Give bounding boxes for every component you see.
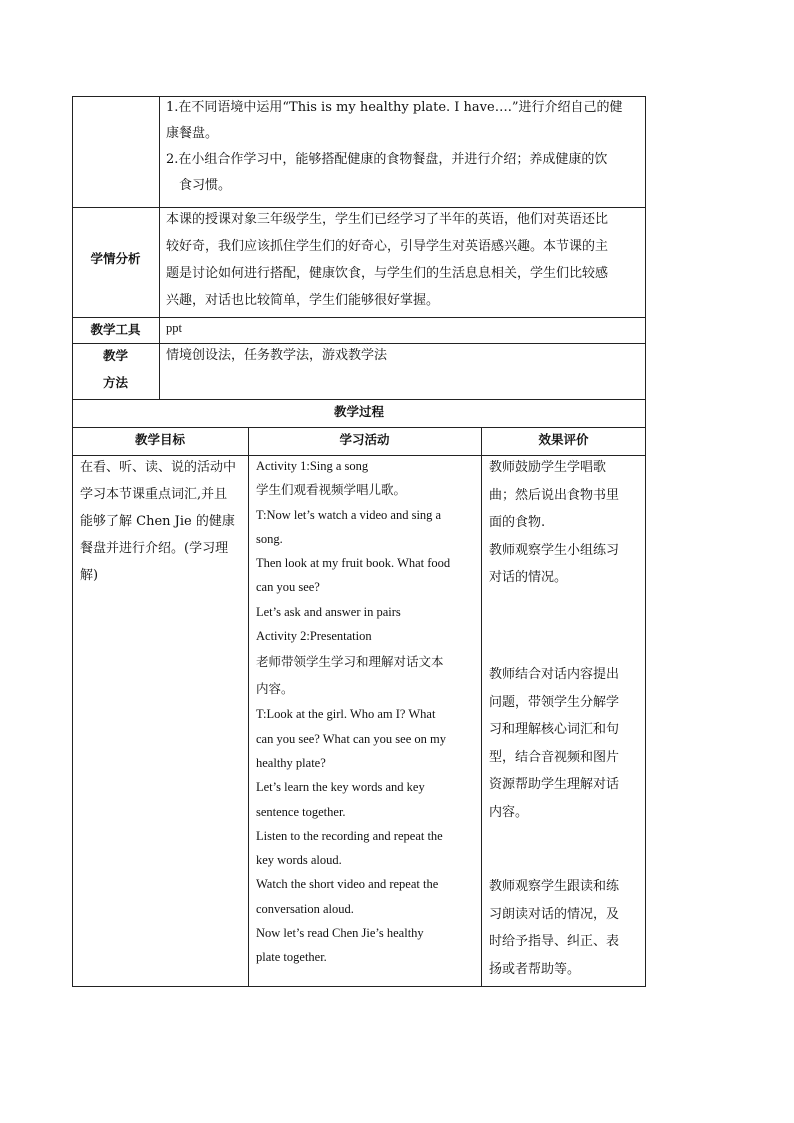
objectives-line: 2.在小组合作学习中，能够搭配健康的食物餐盘，并进行介绍；养成健康的饮 [166, 152, 608, 167]
activity-line: healthy plate? [256, 755, 326, 770]
evaluation-block-3 [489, 873, 643, 983]
evaluation-line: 型，结合音视频和图片 [489, 749, 620, 765]
methods-label-line1: 教学 [102, 348, 128, 363]
evaluation-line: 问题，带领学生分解学 [489, 694, 620, 710]
goal-line: 能够了解 Chen Jie 的健康 [80, 514, 235, 529]
evaluation-line: 教师观察学生小组练习 [489, 542, 620, 558]
activity-line: Watch the short video and repeat the [256, 877, 439, 892]
activity-line: song. [256, 531, 283, 546]
objectives-line: 1.在不同语境中运用“This is my healthy plate. I have….”进行介绍自己的健 [166, 100, 623, 115]
evaluation-block-1 [489, 454, 643, 592]
evaluation-line: 习和理解核心词汇和句 [489, 722, 620, 737]
column-header-activity: 学习活动 [339, 432, 390, 447]
activity-text [256, 454, 478, 970]
activity-line: can you see? [256, 580, 320, 595]
evaluation-line: 教师观察学生跟读和练 [489, 879, 620, 894]
learner-analysis-text [166, 206, 642, 314]
activity-line: T:Look at the girl. Who am I? What [256, 707, 436, 722]
activity-line: Let’s ask and answer in pairs [256, 604, 401, 619]
learner-analysis-line: 较好奇，我们应该抓住学生们的好奇心，引导学生对英语感兴趣。本节课的主 [166, 239, 609, 254]
objectives-text [166, 95, 642, 199]
evaluation-line: 扬或者帮助等。 [489, 961, 581, 977]
evaluation-line: 教师鼓励学生学唱歌 [489, 460, 607, 475]
learner-analysis-line: 本课的授课对象三年级学生，学生们已经学习了半年的英语，他们对英语还比 [166, 212, 609, 227]
evaluation-line: 内容。 [489, 804, 529, 820]
activity-line: Activity 2:Presentation [256, 629, 372, 644]
evaluation-line: 对话的情况。 [489, 570, 568, 585]
activity-line: plate together. [256, 950, 327, 965]
activity-line: Now let’s read Chen Jie’s healthy [256, 926, 424, 941]
column-divider [159, 96, 160, 400]
evaluation-line: 习朗读对话的情况，及 [489, 906, 620, 922]
activity-line: can you see? What can you see on my [256, 731, 446, 746]
goal-line: 解) [80, 568, 99, 583]
tools-value: ppt [166, 321, 182, 335]
learner-analysis-line: 题是讨论如何进行搭配，健康饮食，与学生们的生活息息相关，学生们比较感 [166, 266, 609, 281]
objectives-line: 食习惯。 [166, 178, 232, 193]
evaluation-line: 资源帮助学生理解对话 [489, 777, 620, 792]
evaluation-line: 教师结合对话内容提出 [489, 667, 620, 682]
tools-label: 教学工具 [90, 322, 141, 337]
objectives-line: 康餐盘。 [166, 126, 219, 141]
process-title: 教学过程 [333, 404, 384, 419]
evaluation-line: 时给予指导、纠正、表 [489, 934, 620, 949]
evaluation-line: 曲；然后说出食物书里 [489, 487, 620, 503]
learner-analysis-line: 兴趣，对话也比较简单，学生们能够很好掌握。 [166, 293, 440, 308]
activity-line: Listen to the recording and repeat the [256, 828, 443, 843]
activity-line: Activity 1:Sing a song [256, 459, 369, 473]
activity-line: Then look at my fruit book. What food [256, 556, 451, 571]
activity-line: 内容。 [256, 681, 294, 697]
methods-label-line2: 方法 [102, 375, 128, 390]
column-header-goal: 教学目标 [134, 432, 185, 447]
activity-line: Let’s learn the key words and key [256, 780, 425, 795]
methods-value: 情境创设法，任务教学法，游戏教学法 [166, 348, 388, 363]
activity-line: sentence together. [256, 804, 346, 819]
goal-line: 在看、听、读、说的活动中 [80, 460, 237, 475]
learner-analysis-label: 学情分析 [90, 251, 141, 266]
activity-line: 学生们观看视频学唱儿歌。 [256, 482, 407, 498]
goal-line: 学习本节课重点词汇,并且 [80, 487, 228, 502]
activity-line: conversation aloud. [256, 901, 354, 916]
goal-line: 餐盘并进行介绍。(学习理 [80, 541, 229, 556]
column-header-evaluation: 效果评价 [538, 432, 589, 447]
column-divider [248, 427, 249, 987]
activity-line: T:Now let’s watch a video and sing a [256, 507, 442, 522]
activity-line: 老师带领学生学习和理解对话文本 [256, 654, 444, 670]
column-divider [481, 427, 482, 987]
evaluation-block-2 [489, 661, 643, 826]
evaluation-line: 面的食物. [489, 515, 546, 530]
activity-line: key words aloud. [256, 853, 342, 868]
goal-text [80, 454, 244, 589]
